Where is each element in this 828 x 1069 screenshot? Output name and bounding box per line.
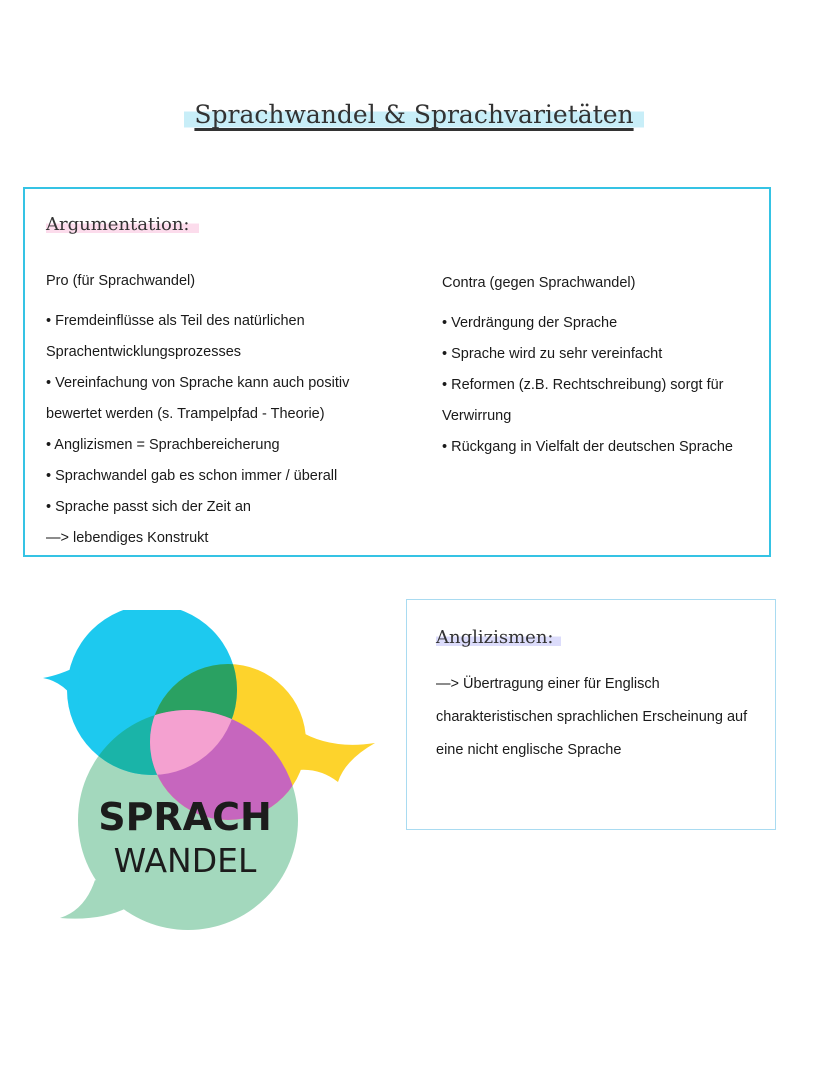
contra-item: • Sprache wird zu sehr vereinfacht — [442, 346, 663, 362]
pro-item: • Sprachwandel gab es schon immer / überall — [46, 468, 338, 484]
contra-item: Verwirrung — [442, 408, 512, 424]
pro-title: Pro (für Sprachwandel) — [46, 273, 196, 289]
contra-item: • Verdrängung der Sprache — [442, 315, 618, 331]
anglizismen-definition: —> Übertragung einer für Englisch charakteristischen sprachlichen Erscheinung auf eine nicht englische Sprache — [436, 676, 748, 758]
argumentation-heading: Argumentation: — [46, 214, 199, 235]
contra-item: • Rückgang in Vielfalt der deutschen Sprache — [442, 439, 733, 455]
pro-item: • Vereinfachung von Sprache kann auch positiv — [46, 375, 350, 391]
page-title-text: Sprachwandel & Sprachvarietäten — [184, 100, 643, 129]
pro-item: bewertet werden (s. Trampelpfad - Theorie) — [46, 406, 325, 422]
pro-item: Sprachentwicklungsprozesses — [46, 344, 242, 360]
contra-title: Contra (gegen Sprachwandel) — [442, 275, 636, 291]
argumentation-box — [23, 187, 771, 557]
page-title — [0, 100, 828, 129]
pro-list — [46, 306, 426, 554]
sprachwandel-logo — [40, 610, 385, 945]
anglizismen-box — [406, 599, 776, 830]
contra-item: • Reformen (z.B. Rechtschreibung) sorgt für — [442, 377, 724, 393]
pro-item: • Sprache passt sich der Zeit an — [46, 499, 251, 515]
pro-item: —> lebendiges Konstrukt — [46, 530, 209, 546]
anglizismen-heading: Anglizismen: — [436, 627, 561, 648]
pro-item: • Anglizismen = Sprachbereicherung — [46, 437, 280, 453]
contra-list — [442, 308, 762, 463]
logo-text-sprach: SPRACH — [98, 795, 272, 839]
pro-item: • Fremdeinflüsse als Teil des natürlichen — [46, 313, 305, 329]
speech-bubbles-illustration — [40, 610, 385, 940]
logo-text-wandel: WANDEL — [113, 841, 257, 880]
